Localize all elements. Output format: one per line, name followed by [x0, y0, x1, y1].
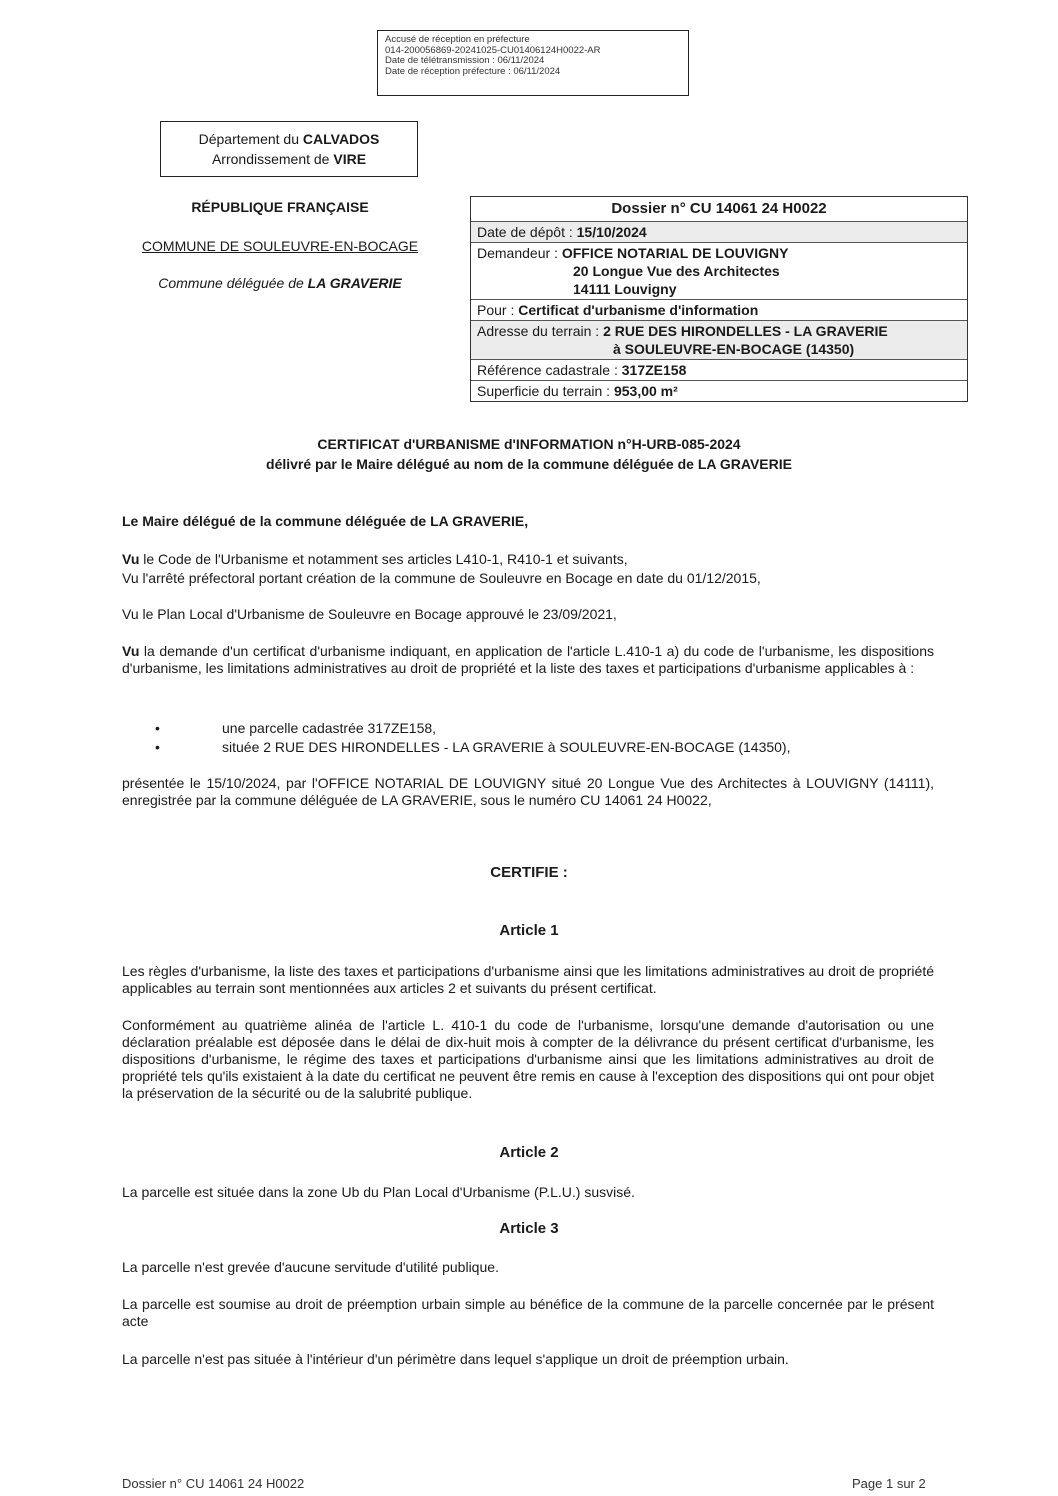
vu-text: le Code de l'Urbanisme et notamment ses articles L410-1, R410-1 et suivants, — [139, 551, 628, 567]
adresse-line2: à SOULEUVRE-EN-BOCAGE (14350) — [613, 341, 855, 357]
superficie-row — [471, 380, 967, 401]
pour-label: Pour : — [477, 302, 519, 318]
vu-keyword: Vu — [122, 551, 140, 567]
deleguee-prefix: Commune déléguée de — [158, 275, 308, 291]
stamp-line: Date de télétransmission : 06/11/2024 — [385, 55, 545, 66]
demandeur-city: 14111 Louvigny — [573, 281, 677, 297]
commune-deleguee — [110, 275, 450, 291]
article-3-heading: Article 3 — [499, 1220, 559, 1237]
arrondissement-name: VIRE — [333, 151, 367, 167]
reference-row — [471, 359, 967, 380]
arrondissement-prefix: Arrondissement de — [211, 151, 334, 167]
stamp-line: Date de réception préfecture : 06/11/2024 — [385, 65, 561, 77]
dossier-number: Dossier n° CU 14061 24 H0022 — [611, 200, 827, 217]
depot-label: Date de dépôt : — [477, 224, 577, 240]
article-1-heading: Article 1 — [499, 922, 559, 939]
presentee-paragraph: présentée le 15/10/2024, par l'OFFICE NOTARIAL DE LOUVIGNY situé 20 Longue Vue des Architectes à LOUVIGNY (14111), enregistrée par la commune déléguée de LA GRAVERIE, sous le numéro CU 14061 24 H0022, — [122, 775, 934, 808]
demandeur-name: OFFICE NOTARIAL DE LOUVIGNY — [561, 245, 789, 261]
stamp-line: 014-200056869-20241025-CU01406124H0022-AR — [385, 44, 601, 56]
depot-value: 15/10/2024 — [576, 224, 647, 240]
superficie-label: Superficie du terrain : — [477, 383, 614, 399]
certificate-subtitle: délivré par le Maire délégué au nom de la commune déléguée de LA GRAVERIE — [266, 456, 792, 472]
department-prefix: Département du — [198, 131, 303, 147]
vu-plu: Vu le Plan Local d'Urbanisme de Souleuvre en Bocage approuvé le 23/09/2021, — [122, 606, 617, 622]
article-3-paragraph: La parcelle n'est pas située à l'intérieur d'un périmètre dans lequel s'applique un droit de préemption urbain. — [122, 1351, 789, 1367]
adresse-row — [471, 320, 967, 359]
republic-heading: RÉPUBLIQUE FRANÇAISE — [191, 199, 369, 215]
bullet-item: située 2 RUE DES HIRONDELLES - LA GRAVERIE à SOULEUVRE-EN-BOCAGE (14350), — [222, 739, 791, 755]
stamp-line: Accusé de réception en préfecture — [385, 34, 530, 45]
article-2-heading: Article 2 — [499, 1144, 559, 1161]
adresse-label: Adresse du terrain : — [477, 323, 604, 339]
article-3-paragraph: La parcelle n'est grevée d'aucune servitude d'utilité publique. — [122, 1259, 499, 1275]
vu-keyword: Vu — [122, 643, 140, 659]
demandeur-row — [471, 242, 967, 299]
vu-arrete: Vu l'arrêté préfectoral portant création de la commune de Souleuvre en Bocage en date du 01/12/2015, — [122, 570, 761, 586]
date-depot-row — [471, 221, 967, 242]
article-1-paragraph: Conformément au quatrième alinéa de l'article L. 410-1 du code de l'urbanisme, lorsqu'une demande d'autorisation ou une déclaration préalable est déposée dans le délai de dix-huit mois à compter de la délivrance du présent certificat d'urbanisme, les dispositions d'urbanisme, le régime des taxes et participations d'urbanisme ainsi que les limitations administratives au droit de propriété tels qu'ils existaient à la date du certificat ne peuvent être remis en cause à l'exception des dispositions qui ont pour objet la préservation de la sécurité ou de la salubrité publique. — [122, 1017, 934, 1101]
adresse-line1: 2 RUE DES HIRONDELLES - LA GRAVERIE — [603, 323, 888, 339]
vu-text: la demande d'un certificat d'urbanisme indiquant, en application de l'article L.410-1 a) du code de l'urbanisme, les dispositions d'urbanisme, les limitations administratives au droit de propriété et la liste des taxes et participations d'urbanisme applicables à : — [122, 643, 934, 676]
dossier-box — [470, 196, 968, 402]
article-2-paragraph: La parcelle est située dans la zone Ub du Plan Local d'Urbanisme (P.L.U.) susvisé. — [122, 1184, 635, 1200]
article-1-paragraph: Les règles d'urbanisme, la liste des taxes et participations d'urbanisme ainsi que les limitations administratives au droit de propriété applicables au terrain sont mentionnées aux articles 2 et suivants du présent certificat. — [122, 963, 934, 996]
certificate-title: CERTIFICAT d'URBANISME d'INFORMATION n°H-URB-085-2024 — [317, 436, 741, 452]
commune-heading: COMMUNE DE SOULEUVRE-EN-BOCAGE — [141, 238, 419, 254]
footer-dossier: Dossier n° CU 14061 24 H0022 — [122, 1476, 305, 1491]
department-box — [160, 121, 418, 177]
bullet-item: une parcelle cadastrée 317ZE158, — [222, 720, 437, 736]
maire-line: Le Maire délégué de la commune déléguée de LA GRAVERIE, — [122, 513, 529, 529]
department-line — [161, 129, 417, 149]
vu-demande — [122, 643, 934, 677]
demandeur-label: Demandeur : — [477, 245, 562, 261]
bullet-marker: • — [155, 720, 160, 736]
demandeur-address: 20 Longue Vue des Architectes — [573, 263, 780, 279]
reception-stamp — [377, 30, 689, 96]
superficie-value: 953,00 m² — [613, 383, 678, 399]
arrondissement-line — [161, 149, 417, 169]
article-3-paragraph: La parcelle est soumise au droit de préemption urbain simple au bénéfice de la commune de la parcelle concernée par le présent acte — [122, 1296, 934, 1329]
footer-page-number: Page 1 sur 2 — [852, 1476, 926, 1491]
deleguee-name: LA GRAVERIE — [307, 275, 402, 291]
pour-row — [471, 299, 967, 320]
certifie-heading: CERTIFIE : — [490, 864, 568, 881]
vu-code — [122, 551, 934, 568]
bullet-marker: • — [155, 739, 160, 755]
reference-value: 317ZE158 — [621, 362, 687, 378]
pour-value: Certificat d'urbanisme d'information — [518, 302, 759, 318]
department-name: CALVADOS — [302, 131, 380, 147]
reference-label: Référence cadastrale : — [477, 362, 622, 378]
